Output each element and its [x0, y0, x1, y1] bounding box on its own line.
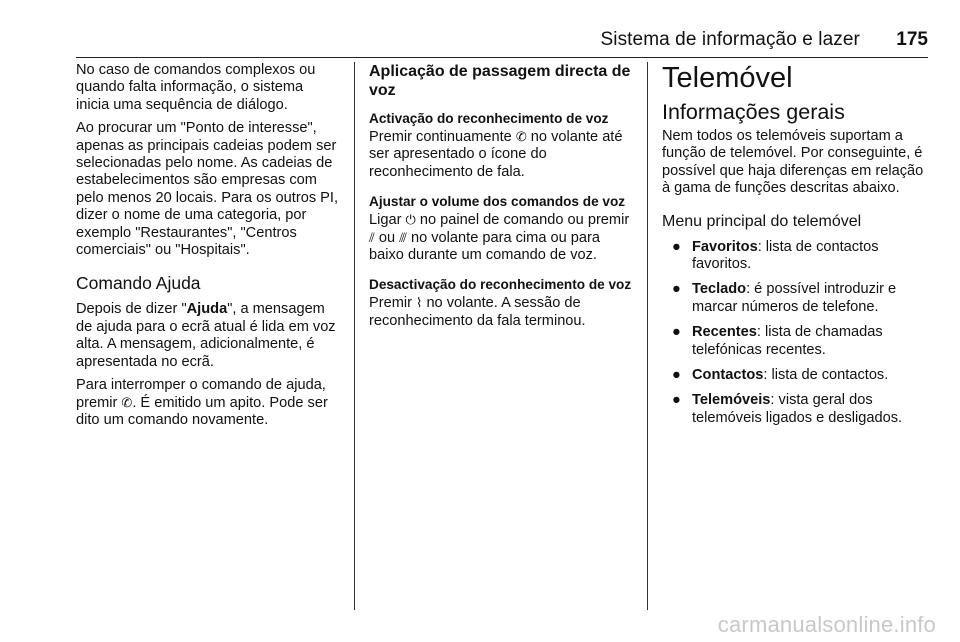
end-call-icon: ⌇: [416, 296, 423, 312]
subheading-activation: Activação do reconhecimento de voz: [369, 111, 609, 126]
text: Premir: [369, 295, 417, 312]
text: Premir continuamente: [369, 129, 516, 145]
column-divider-2: [647, 62, 648, 610]
text: no volante para cima ou para baixo durante um comando de voz.: [369, 229, 600, 264]
voice-button-icon: ✆: [515, 130, 527, 145]
text: no volante. A sessão de reconhecimento da fala terminou.: [369, 295, 586, 329]
paragraph-interrupt-help: [76, 377, 340, 429]
page-number: 175: [896, 29, 928, 50]
paragraph-activation: [369, 129, 633, 181]
list-item: [662, 367, 928, 384]
chapter-title: Telemóvel: [662, 62, 793, 94]
list-desc: : é possível introduzir e marcar números de telefone.: [692, 281, 897, 315]
text: Para interromper o comando de ajuda, premir: [76, 377, 326, 411]
column-2: [369, 62, 633, 334]
list-item: [662, 392, 928, 427]
subheading-deactivation: Desactivação do reconhecimento de voz: [369, 277, 632, 293]
heading-help-command: Comando Ajuda: [76, 273, 201, 294]
text: no painel de comando ou premir: [415, 212, 630, 229]
paragraph-points-of-interest: Ao procurar um "Ponto de interesse", apenas as principais cadeias podem ser selecionadas pelo nome. As cadeias de estabelecimentos são empresas com pelo menos 20 locais. Para os outros PI, dizer o nome de uma categoria, por exemplo "Restaurantes", "Centros comerciais" ou "Hospitais".: [76, 120, 339, 259]
text: ", a mensagem de ajuda para o ecrã atual é lida em voz alta. A mensagem, adicionalmente, é apresentada no ecrã.: [76, 301, 336, 370]
list-term: Recentes: [692, 324, 757, 341]
power-knob-icon: ⏻: [405, 213, 416, 229]
text: . É emitido um apito. Pode ser dito um comando novamente.: [76, 394, 328, 428]
list-term: Teclado: [692, 281, 747, 298]
bullet-icon: ●: [672, 281, 681, 298]
header-divider: [76, 57, 928, 58]
voice-button-icon: ✆: [121, 395, 133, 411]
watermark: carmanualsonline.info: [717, 612, 936, 637]
phone-menu-list: [662, 239, 928, 428]
list-desc: : lista de chamadas telefónicas recentes.: [692, 324, 883, 358]
list-term: Telemóveis: [692, 392, 771, 409]
list-term: Contactos: [692, 367, 764, 384]
list-item: [662, 281, 928, 316]
bullet-icon: ●: [672, 392, 681, 409]
list-term: Favoritos: [692, 238, 758, 255]
list-desc: : lista de contactos.: [763, 367, 889, 384]
page-header: [76, 26, 928, 56]
bullet-icon: ●: [672, 324, 681, 341]
list-item: [662, 239, 928, 274]
volume-up-icon: ⫽: [369, 230, 375, 246]
bullet-icon: ●: [672, 367, 681, 384]
list-desc: : lista de contactos favoritos.: [692, 238, 879, 273]
bullet-icon: ●: [672, 238, 681, 255]
paragraph-complex-commands: No caso de comandos complexos ou quando falta informação, o sistema inicia uma sequência de diálogo.: [76, 62, 316, 113]
text: no volante até ser apresentado o ícone do reconhecimento de fala.: [369, 129, 623, 180]
subheading-volume: Ajustar o volume dos comandos de voz: [369, 194, 626, 210]
paragraph-general-info: Nem todos os telemóveis suportam a função de telemóvel. Por conseguinte, é possível que haja diferenças em relação à gama de funções descritas abaixo.: [662, 128, 924, 197]
heading-voice-passthrough: Aplicação de passagem directa de voz: [369, 63, 631, 99]
column-1: [76, 62, 340, 435]
volume-down-icon: ⫻: [399, 230, 407, 246]
column-divider-1: [354, 62, 355, 610]
list-item: [662, 324, 928, 359]
keyword-help: Ajuda: [186, 301, 228, 318]
paragraph-volume: [369, 212, 633, 264]
paragraph-deactivation: [369, 295, 633, 330]
header-title: Sistema de informação e lazer: [600, 29, 860, 50]
text: ou: [374, 229, 400, 246]
list-desc: : vista geral dos telemóveis ligados e desligados.: [692, 392, 903, 426]
text: Depois de dizer ": [76, 301, 187, 318]
section-title: Informações gerais: [662, 100, 845, 124]
column-3: [662, 62, 928, 435]
paragraph-help-message: [76, 301, 340, 371]
text: Ligar: [369, 212, 406, 229]
heading-phone-menu: Menu principal do telemóvel: [662, 212, 862, 230]
